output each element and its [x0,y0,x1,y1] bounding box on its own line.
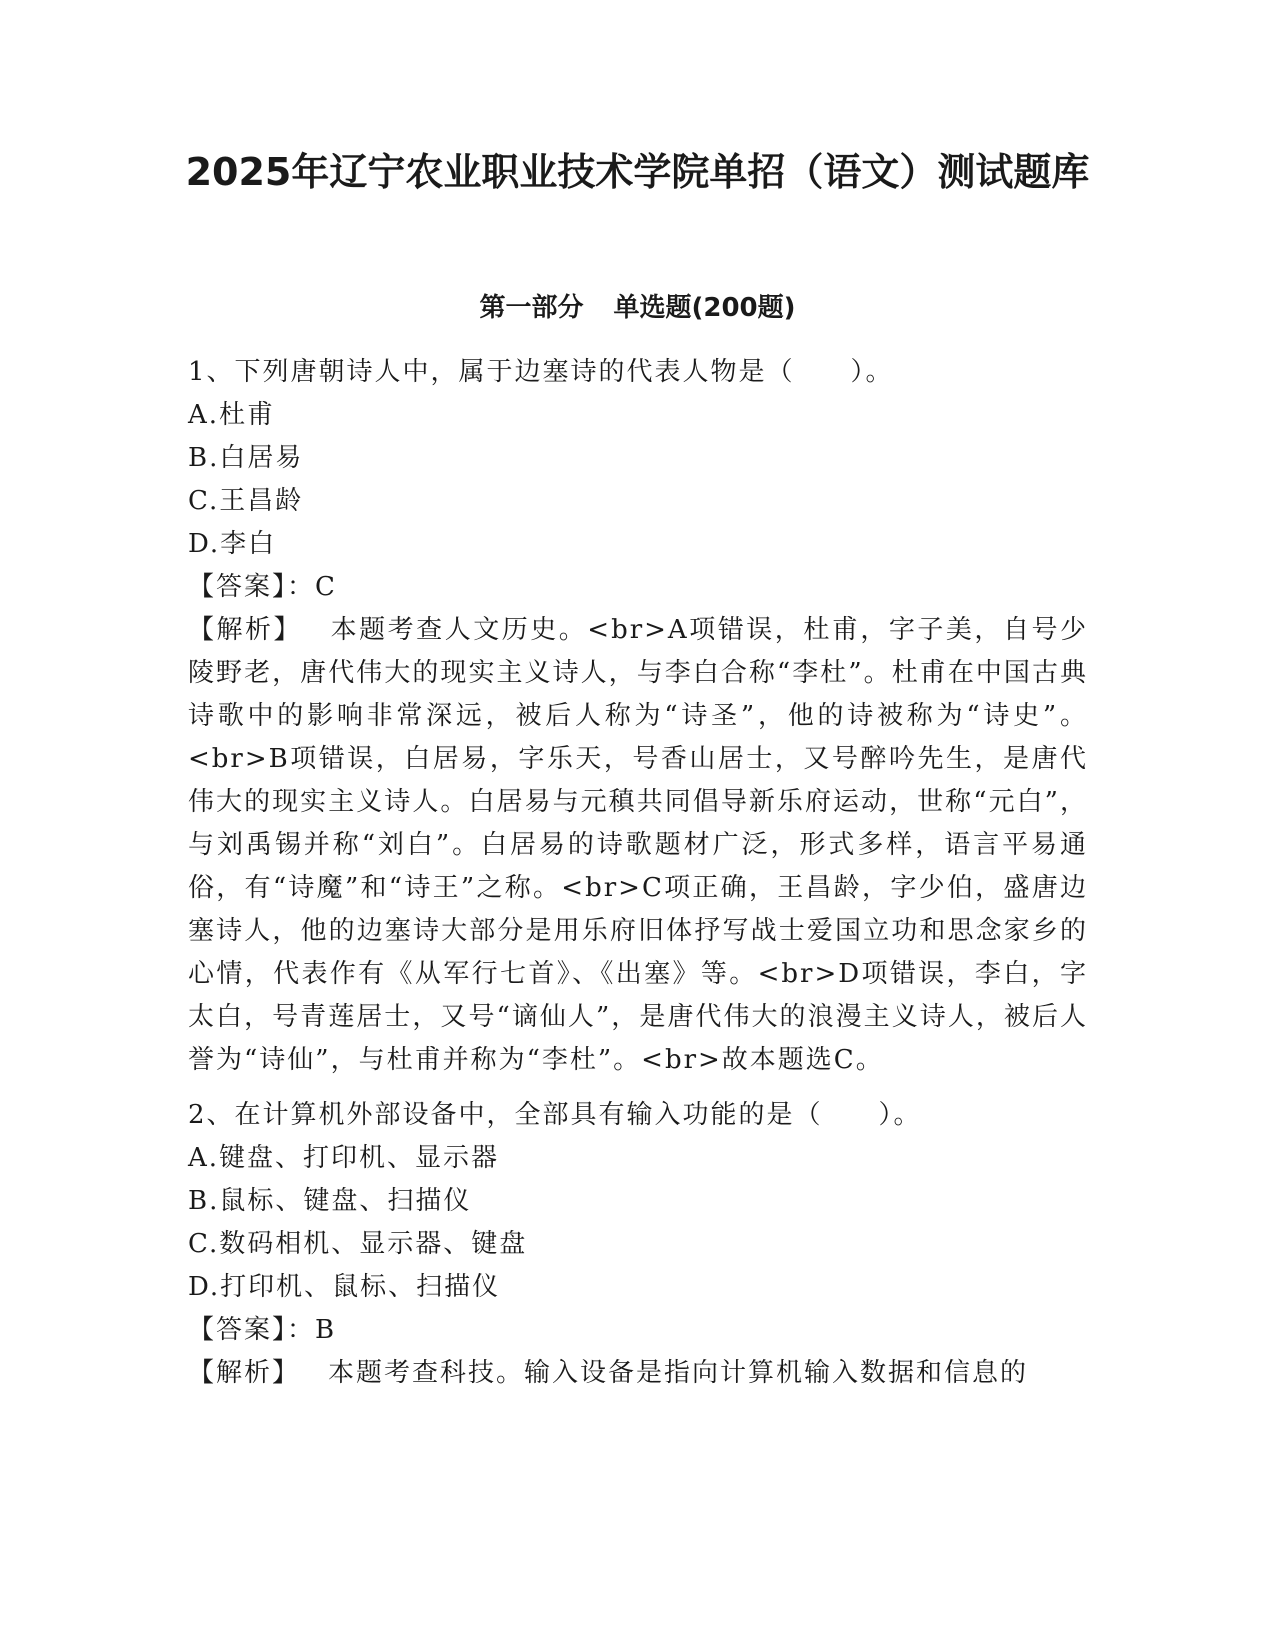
question-list [188,351,1088,1395]
option-d: D.打印机、鼠标、扫描仪 [188,1272,501,1302]
answer-label: 【答案】： [188,572,316,602]
document-title: 2025年辽宁农业职业技术学院单招（语文）测试题库 [185,150,1090,194]
question-stem: 1、下列唐朝诗人中，属于边塞诗的代表人物是（ ）。 [188,357,894,387]
section-name: 单选题(200题) [613,293,796,323]
option-c: C.数码相机、显示器、键盘 [188,1229,528,1259]
answer-value: C [315,572,337,602]
option-b: B.鼠标、键盘、扫描仪 [188,1186,472,1216]
answer-label: 【答案】： [188,1315,316,1345]
analysis-text: 本题考查人文历史。<br>A项错误，杜甫，字子美，自号少陵野老，唐代伟大的现实主义诗人，与李白合称“李杜”。杜甫在中国古典诗歌中的影响非常深远，被后人称为“诗圣”，他的诗被称为“诗史”。<br>B项错误，白居易，字乐天，号香山居士，又号醉吟先生，是唐代伟大的现实主义诗人。白居易与元稹共同倡导新乐府运动，世称“元白”，与刘禹锡并称“刘白”。白居易的诗歌题材广泛，形式多样，语言平易通俗，有“诗魔”和“诗王”之称。<br>C项正确，王昌龄，字少伯，盛唐边塞诗人，他的边塞诗大部分是用乐府旧体抒写战士爱国立功和思念家乡的心情，代表作有《从军行七首》、《出塞》等。<br>D项错误，李白，字太白，号青莲居士，又号“谪仙人”，是唐代伟大的浪漫主义诗人，被后人誉为“诗仙”，与杜甫并称为“李杜”。<br>故本题选C。 [188,615,1088,1075]
option-b: B.白居易 [188,443,304,473]
option-a: A.杜甫 [188,400,276,430]
option-d: D.李白 [188,529,277,559]
answer-line [188,1309,1088,1352]
analysis-label: 【解析】 [188,615,303,645]
option-c: C.王昌龄 [188,486,304,516]
analysis-text: 本题考查科技。输入设备是指向计算机输入数据和信息的 [328,1358,1029,1388]
analysis-block [188,1352,1088,1395]
option-a: A.键盘、打印机、显示器 [188,1143,500,1173]
answer-line [188,566,1088,609]
analysis-label: 【解析】 [188,1358,301,1388]
question-stem: 2、在计算机外部设备中，全部具有输入功能的是（ ）。 [188,1100,922,1130]
analysis-block [188,609,1088,1082]
section-heading [0,290,1275,326]
question-1 [188,351,1088,1082]
answer-value: B [315,1315,337,1345]
section-part: 第一部分 [479,293,584,323]
question-2 [188,1094,1088,1395]
